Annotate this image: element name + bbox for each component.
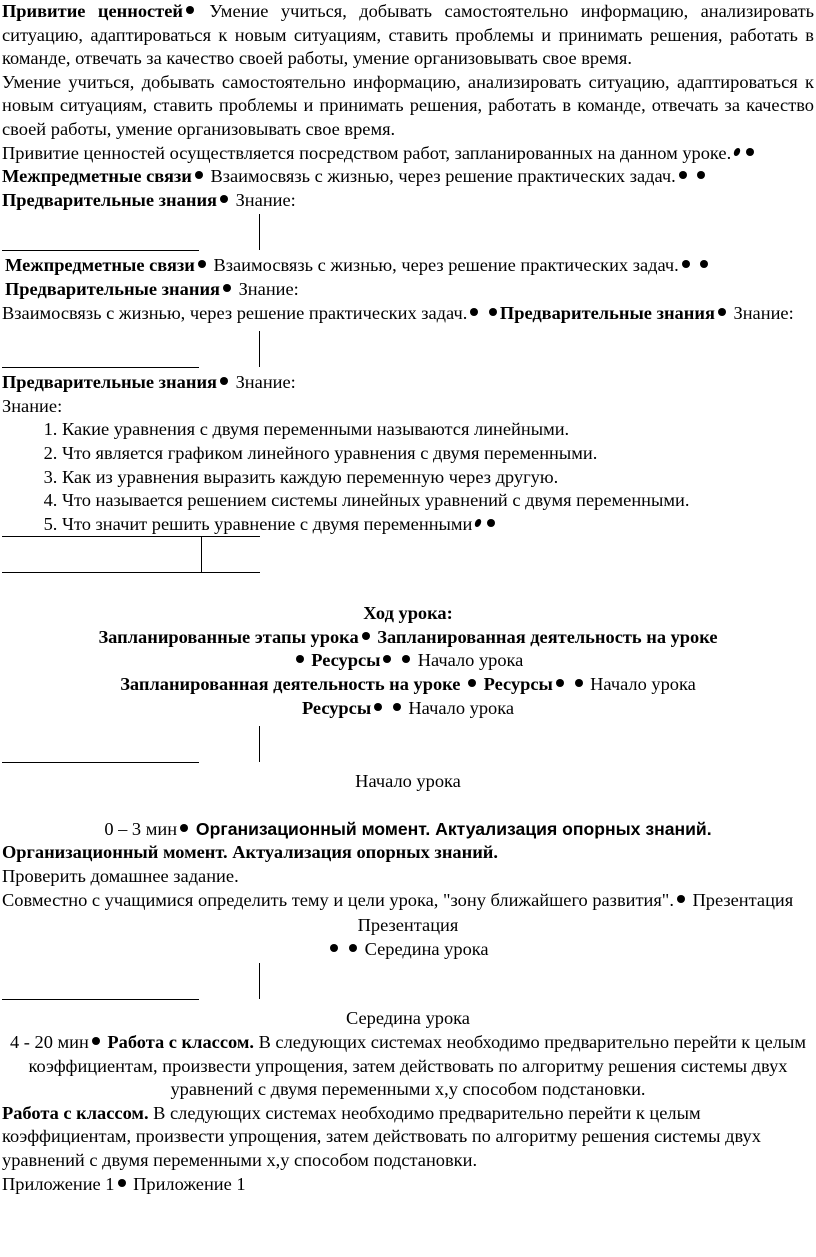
bullet-icon [92,1037,100,1045]
list-item-text: Что значит решить уравнение с двумя переменными [62,513,473,534]
knowledge-label: Знание: [231,372,296,393]
bullet-icon [677,895,685,903]
bullet-icon [383,655,391,663]
bullet-icon [575,679,583,687]
bullet-icon [220,195,228,203]
knowledge-label: Знание: [234,278,299,299]
work-heading: Работа с классом. [2,1102,149,1123]
interdisciplinary-text: Взаимосвязь с жизнью, через решение практических задач. [205,166,676,187]
work-text: В следующих системах необходимо предварительно перейти к целым коэффициентам, произвести упрощения, затем действовать по алгоритму решения системы двух уравнений с двумя переменными х,у способом подстановки. [28,1032,807,1100]
connection-paragraph [2,302,814,326]
connection-text: Взаимосвязь с жизнью, через решение практических задач. [2,302,468,323]
bullet-icon [556,679,564,687]
list-item [62,442,814,466]
start-text: Начало урока [585,674,696,695]
bullet-icon [330,944,338,952]
work-text: В следующих системах необходимо предварительно перейти к целым коэффициентам, произвести упрощения, затем действовать по алгоритму решения системы двух уравнений с двумя переменными х,у способом подстановки. [2,1102,761,1170]
bullet-icon [362,632,370,640]
interdisciplinary-paragraph [2,254,814,301]
bullet-icon [474,519,482,527]
bullet-icon [468,679,476,687]
resources-heading: Ресурсы [483,674,553,695]
list-item [62,466,814,490]
table-rule [201,536,202,572]
course-title [2,602,814,626]
list-item [62,513,814,537]
bullet-icon [679,171,687,179]
start-label: Начало урока [355,771,461,792]
bullet-icon [198,260,206,268]
course-line-4 [2,697,814,721]
list-item-text: Что называется решением системы линейных уравнений с двумя переменными. [62,490,690,511]
values-implementation-paragraph [2,142,814,213]
start-text: Начало урока [403,697,515,718]
list-item-text: Как из уравнения выразить каждую переменную через другую. [62,466,559,487]
bullet-icon [697,171,705,179]
work-heading: Работа с классом. [102,1032,254,1052]
goals-text: Совместно с учащимися определить тему и цели урока, "зону ближайшего развития". [2,889,674,910]
org-heading [2,841,814,865]
resources-heading: Ресурсы [311,650,381,671]
table-rule [2,762,199,763]
bullet-icon [186,6,194,14]
table-rule [2,367,199,368]
work-time: 4 - 20 мин [9,1032,89,1052]
bullet-icon [296,655,304,663]
planned-stages-heading: Запланированные этапы урока [98,626,359,647]
org-heading-sans: Организационный момент. Актуализация опорных знаний. [191,818,712,839]
appendix-text: Приложение 1 [2,1173,115,1194]
bullet-icon [489,308,497,316]
resources-heading: Ресурсы [301,697,372,718]
course-line-2 [2,649,814,673]
bullet-icon [470,308,478,316]
bullet-icon [220,377,228,385]
middle-label: Середина урока [346,1008,470,1029]
planned-activity-heading: Запланированная деятельность на уроке [372,626,718,647]
bullet-icon [746,148,754,156]
table-rule [259,963,260,999]
table-rule [259,214,260,250]
course-line-1 [2,626,814,650]
table-fragment [2,536,814,602]
appendix-line [2,1173,814,1197]
values-heading: Привитие ценностей [2,1,183,21]
planned-activity-heading: Запланированная деятельность на уроке [120,674,461,695]
bullet-icon [180,824,188,832]
course-line-3 [2,673,814,697]
homework-check: Проверить домашнее задание. [2,866,239,887]
bullet-icon [349,944,357,952]
table-fragment [2,212,814,254]
bullet-icon [223,284,231,292]
skills-paragraph: Умение учиться, добывать самостоятельно информацию, анализировать ситуацию, адаптироваться к новым ситуациям, ставить проблемы и принимать решения, работать в команде, отвечать за качество своей работы, умение организовывать свое время. [2,71,814,139]
values-text: Умение учиться, добывать самостоятельно информацию, анализировать ситуацию, адаптироваться к новым ситуациям, ставить проблемы и принимать решения, работать в команде, отвечать за качество своей работы, умение организовывать свое время. [2,1,815,69]
prior-knowledge-heading: Предварительные знания [2,372,217,393]
prior-knowledge-heading: Предварительные знания [5,278,220,299]
middle-bullet-line [2,938,814,962]
interdisciplinary-heading: Межпредметные связи [2,166,192,187]
values-paragraph [2,0,814,71]
work-paragraph [2,1031,814,1102]
appendix-text: Приложение 1 [128,1173,246,1194]
bullet-icon [118,1179,126,1187]
table-fragment [2,325,814,371]
interdisciplinary-text: Взаимосвязь с жизнью, через решение практических задач. [208,255,679,276]
bullet-icon [700,260,708,268]
prior-knowledge-heading: Предварительные знания [499,302,715,323]
start-text: Начало урока [413,650,524,671]
bullet-icon [402,655,410,663]
bullet-icon [374,703,382,711]
list-item-text: Что является графиком линейного уравнения с двумя переменными. [62,442,598,463]
list-item-text: Какие уравнения с двумя переменными называются линейными. [62,419,570,440]
bullet-icon [393,703,401,711]
knowledge-label: Знание: [2,395,63,416]
org-time: 0 – 3 мин [104,818,178,839]
course-title-text: Ход урока: [363,603,453,624]
presentation-label: Презентация [357,915,459,936]
table-fragment [2,961,814,1001]
bullet-icon [682,260,690,268]
bullet-icon [718,308,726,316]
prior-knowledge-heading: Предварительные знания [2,189,217,210]
list-item [62,418,814,442]
goals-paragraph [2,889,814,913]
table-rule [259,331,260,367]
table-rule [2,536,260,537]
list-item [62,489,814,513]
knowledge-label: Знание: [231,189,296,210]
table-rule [2,250,199,251]
presentation-text: Презентация [687,889,794,910]
prior-knowledge-paragraph [2,371,814,395]
bullet-icon [487,519,495,527]
bullet-icon [195,171,203,179]
table-rule [259,726,260,762]
interdisciplinary-heading: Межпредметные связи [5,255,195,276]
knowledge-label: Знание: [728,302,794,323]
bullet-icon [733,148,741,156]
org-time-line [2,818,814,842]
org-heading-text: Организационный момент. Актуализация опорных знаний. [2,842,498,863]
table-fragment [2,720,814,764]
table-rule [2,572,260,573]
table-rule [2,999,199,1000]
implementation-text: Привитие ценностей осуществляется посредством работ, запланированных на данном уроке. [2,142,732,163]
middle-text: Середина урока [360,938,489,959]
work-paragraph-2 [2,1102,814,1173]
knowledge-questions-list [2,418,814,536]
